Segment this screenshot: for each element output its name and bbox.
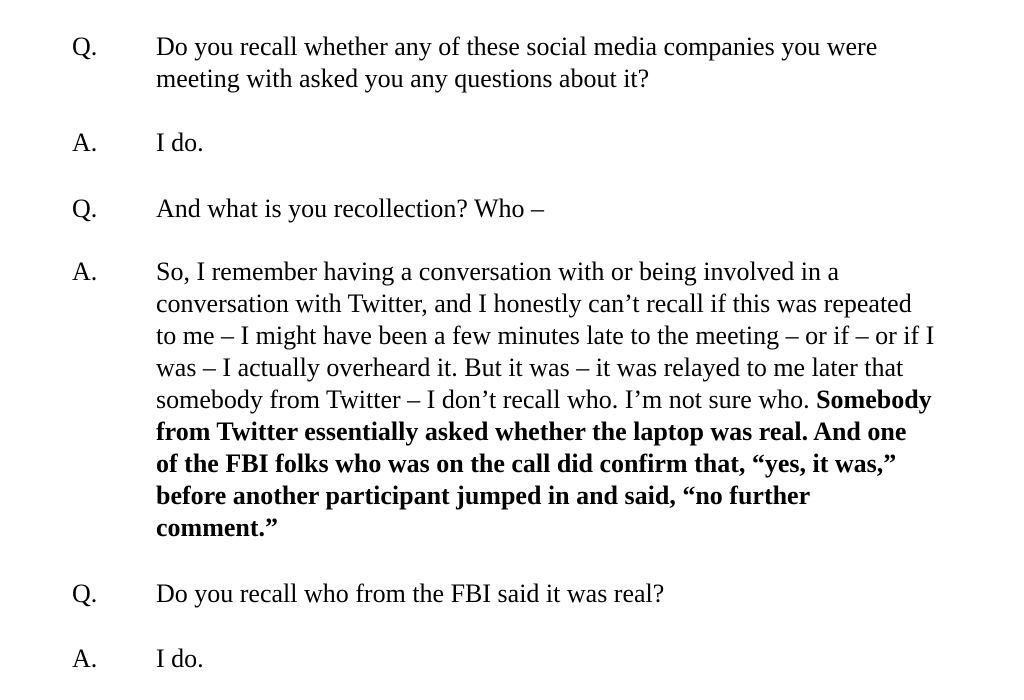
text-line: Do you recall whether any of these social media companies you were — [156, 32, 878, 61]
text-line: I do. — [156, 128, 204, 157]
text-line: conversation with Twitter, and I honestly can’t recall if this was repeated — [156, 289, 912, 318]
speaker-label: A. — [72, 257, 98, 286]
regular-segment: somebody from Twitter – I don’t recall who. I’m not sure who. — [156, 385, 817, 414]
question-text — [156, 193, 1016, 225]
text-line: to me – I might have been a few minutes late to the meeting – or if – or if I — [156, 321, 935, 350]
text-line: was – I actually overheard it. But it was – it was relayed to me later that — [156, 353, 904, 382]
question-text — [156, 31, 1016, 95]
bold-text-line: from Twitter essentially asked whether the laptop was real. And one — [156, 417, 907, 446]
answer-text — [156, 127, 1016, 159]
speaker-label: Q. — [72, 194, 98, 223]
answer-text — [156, 256, 1016, 544]
answer-text — [156, 643, 1016, 675]
bold-text-line: of the FBI folks who was on the call did confirm that, “yes, it was,” — [156, 449, 897, 478]
text-line: So, I remember having a conversation with or being involved in a — [156, 257, 840, 286]
question-text — [156, 578, 1016, 610]
mixed-text-line — [156, 384, 1016, 416]
speaker-label: A. — [72, 128, 98, 157]
bold-text-line: comment.” — [156, 513, 279, 542]
speaker-label: A. — [72, 644, 98, 673]
text-line: Do you recall who from the FBI said it was real? — [156, 579, 665, 608]
speaker-label: Q. — [72, 32, 98, 61]
text-line: I do. — [156, 644, 204, 673]
bold-segment: Somebody — [816, 385, 932, 414]
text-line: meeting with asked you any questions about it? — [156, 64, 650, 93]
text-line: And what is you recollection? Who – — [156, 194, 544, 223]
speaker-label: Q. — [72, 579, 98, 608]
bold-text-line: before another participant jumped in and said, “no further — [156, 481, 811, 510]
